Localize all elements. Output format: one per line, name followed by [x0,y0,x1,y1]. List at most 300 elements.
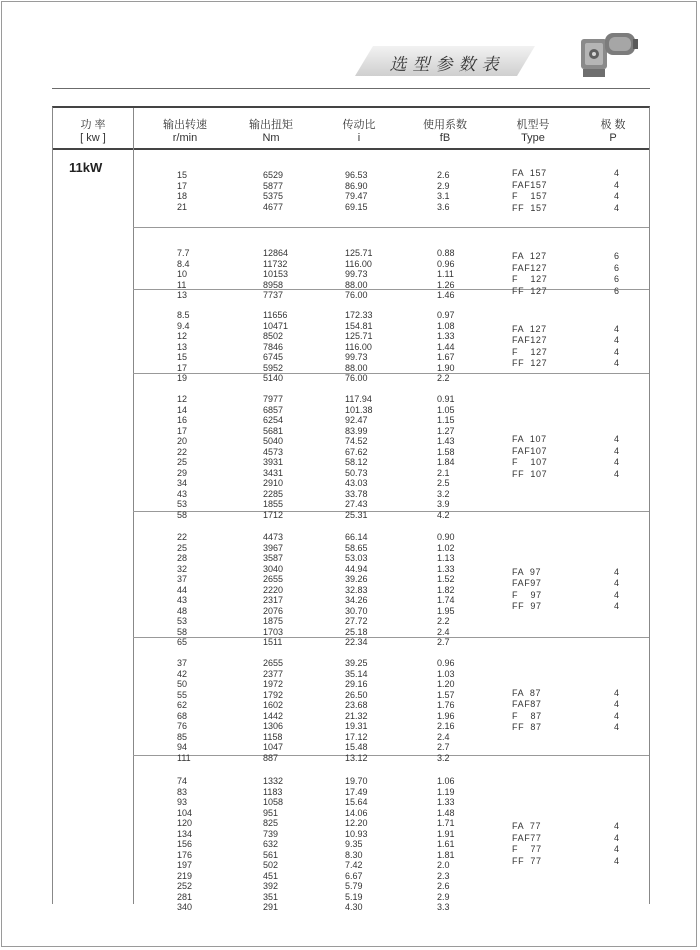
output-speed-cell: 8.4 [177,258,190,269]
output-speed-cell: 9.4 [177,320,190,331]
output-torque-cell: 1332 [263,776,284,786]
output-torque-column [263,658,283,763]
output-speed-cell: 83 [177,786,188,797]
output-torque-cell: 5877 [263,180,284,191]
pole-count: 4 [613,699,619,709]
output-speed-cell: 37 [177,574,188,584]
output-speed-cell: 197 [177,860,193,870]
output-speed-cell: 44 [177,584,188,595]
model-type-list [512,688,542,734]
output-speed-cell: 43 [177,488,188,499]
output-speed-cell: 12 [177,331,188,341]
gear-reducer-icon [575,25,639,81]
ratio-cell: 27.43 [345,499,368,509]
service-factor-cell: 1.81 [437,849,455,860]
model-type: F 87 [512,710,542,721]
pole-count: 4 [613,468,619,479]
output-speed-column [177,394,187,520]
output-torque-cell: 1511 [263,637,283,647]
ratio-cell: 30.70 [345,605,368,616]
service-factor-cell: 1.11 [437,269,454,279]
ratio-cell: 33.78 [345,488,368,499]
model-type: FF 107 [512,468,548,479]
output-speed-cell: 65 [177,637,188,647]
table-group [133,150,649,228]
model-type: FA 157 [512,168,547,178]
output-speed-cell: 50 [177,679,188,689]
ratio-cell: 50.73 [345,467,368,478]
output-speed-column [177,776,192,913]
output-torque-column [263,532,283,648]
table-group [133,638,649,763]
service-factor-cell: 2.7 [437,637,450,647]
service-factor-cell: 1.44 [437,341,455,352]
service-factor-cell: 1.48 [437,807,455,818]
model-type: F 97 [512,589,542,600]
service-factor-column [437,532,455,648]
col-ratio-unit: i [357,132,361,144]
output-speed-cell: 15 [177,352,188,362]
ratio-cell: 69.15 [345,201,368,212]
power-value: 11kW [69,160,103,175]
ratio-cell: 88.00 [345,279,368,290]
ratio-cell: 154.81 [345,320,373,331]
ratio-cell: 39.26 [345,574,368,584]
output-torque-cell: 12864 [263,248,289,258]
pole-count-list [609,168,619,214]
pole-count: 4 [613,566,619,577]
pole-count: 4 [613,168,619,178]
ratio-cell: 66.14 [345,532,368,542]
service-factor-cell: 1.67 [437,352,455,362]
output-torque-cell: 5952 [263,362,284,373]
model-type-list [512,821,542,867]
model-type: FF 127 [512,358,548,369]
output-torque-cell: 1306 [263,721,284,731]
output-torque-cell: 351 [263,891,279,902]
service-factor-cell: 0.91 [437,394,455,404]
output-torque-cell: 8958 [263,279,284,290]
ratio-cell: 19.31 [345,721,368,731]
output-torque-cell: 632 [263,839,279,849]
service-factor-cell: 0.97 [437,310,455,320]
model-type: F 157 [512,191,548,201]
output-torque-cell: 3040 [263,563,284,574]
service-factor-cell: 1.52 [437,574,455,584]
output-speed-cell: 17 [177,425,188,436]
output-speed-cell: 21 [177,201,188,212]
service-factor-cell: 2.3 [437,870,450,881]
output-torque-cell: 1158 [263,731,283,742]
pole-count: 4 [613,855,619,866]
pole-count-list [609,567,619,613]
pole-count: 6 [613,262,619,273]
col-type [493,108,573,148]
service-factor-cell: 0.90 [437,532,455,542]
service-factor-cell: 1.05 [437,404,455,415]
output-torque-cell: 11656 [263,310,288,320]
output-speed-cell: 58 [177,509,188,520]
model-type: FAF127 [512,262,548,273]
pole-count-list [609,688,619,734]
service-factor-column [437,170,450,212]
col-type-unit: Type [521,132,545,144]
ratio-cell: 6.67 [345,870,363,881]
service-factor-cell: 1.26 [437,279,455,290]
col-ratio-label: 传动比 [342,119,376,131]
service-factor-cell: 1.03 [437,668,455,679]
ratio-cell: 27.72 [345,616,368,626]
table-group [133,756,649,912]
output-speed-cell: 219 [177,870,193,881]
service-factor-cell: 0.88 [437,248,455,258]
model-type: FAF107 [512,445,548,456]
service-factor-cell: 1.27 [437,425,455,436]
service-factor-cell: 1.58 [437,446,455,457]
output-torque-cell: 3967 [263,542,284,553]
output-torque-cell: 2076 [263,605,284,616]
col-ratio [319,108,399,148]
output-speed-cell: 58 [177,626,188,637]
pole-count: 4 [613,323,619,334]
col-service-factor [405,108,485,148]
ratio-cell: 17.49 [345,786,368,797]
service-factor-cell: 1.82 [437,584,455,595]
model-type: F 77 [512,844,542,855]
pole-count-list [609,324,619,370]
service-factor-cell: 1.13 [437,553,455,563]
service-factor-cell: 1.84 [437,457,455,467]
output-torque-cell: 10153 [263,269,289,279]
pole-count: 6 [613,251,619,262]
ratio-cell: 8.30 [345,849,363,860]
output-speed-column [177,658,191,763]
model-type: FA 77 [512,821,542,832]
service-factor-cell: 0.96 [437,258,455,269]
service-factor-cell: 3.2 [437,752,450,763]
service-factor-cell: 2.2 [437,373,450,383]
table-group [133,374,649,520]
ratio-cell: 14.06 [345,807,368,818]
output-speed-cell: 55 [177,689,188,700]
output-torque-cell: 2377 [263,668,284,679]
ratio-cell: 23.68 [345,700,368,710]
output-speed-cell: 18 [177,191,188,201]
output-torque-cell: 951 [263,807,279,818]
ratio-cell: 44.94 [345,563,368,574]
output-torque-cell: 3431 [263,467,284,478]
ratio-cell: 99.73 [345,352,368,362]
pole-count: 4 [613,844,619,855]
col-power-label: 功 率 [80,119,106,131]
col-service-factor-label: 使用系数 [423,119,467,131]
col-poles-label: 极 数 [600,119,626,131]
ratio-cell: 10.93 [345,828,368,839]
service-factor-cell: 3.1 [437,191,450,201]
service-factor-cell: 1.74 [437,595,455,605]
service-factor-cell: 1.76 [437,700,455,710]
model-type-list [512,567,542,613]
ratio-cell: 58.12 [345,457,368,467]
service-factor-cell: 2.9 [437,891,450,902]
output-torque-cell: 4473 [263,532,284,542]
output-torque-column [263,776,283,913]
service-factor-cell: 1.15 [437,415,455,425]
pole-count: 6 [613,274,619,285]
output-speed-cell: 76 [177,721,188,731]
output-speed-cell: 32 [177,563,188,574]
pole-count: 4 [613,710,619,721]
ratio-column [345,170,368,212]
output-torque-cell: 451 [263,870,279,881]
output-torque-cell: 1792 [263,689,284,700]
model-type: FA 127 [512,323,547,334]
output-speed-cell: 8.5 [177,310,190,320]
output-speed-cell: 22 [177,446,188,457]
ratio-cell: 25.31 [345,509,368,520]
output-speed-cell: 53 [177,499,188,509]
service-factor-cell: 1.19 [437,786,455,797]
service-factor-cell: 2.1 [437,467,450,478]
model-type: FF 87 [512,722,542,732]
pole-count: 4 [613,445,619,456]
model-type: FF 127 [512,285,548,296]
pole-count: 4 [613,832,619,843]
pole-count: 4 [613,179,619,190]
output-speed-cell: 120 [177,818,193,828]
service-factor-cell: 1.95 [437,605,455,616]
service-factor-cell: 1.43 [437,436,455,446]
output-torque-cell: 7977 [263,394,284,404]
col-type-label: 机型号 [516,119,550,131]
output-torque-cell: 1712 [263,509,284,520]
output-torque-cell: 2655 [263,658,284,668]
model-type: FA 127 [512,251,547,262]
output-torque-cell: 3931 [263,457,284,467]
pole-count: 4 [613,601,619,612]
service-factor-cell: 1.33 [437,563,455,574]
col-speed [145,108,225,148]
ratio-cell: 92.47 [345,415,368,425]
title-underline [52,88,650,89]
service-factor-cell: 1.57 [437,689,455,700]
ratio-cell: 5.19 [345,891,363,902]
output-torque-cell: 5681 [263,425,284,436]
col-poles-unit: P [609,132,617,144]
pole-count-list [609,821,619,867]
model-type: FAF77 [512,832,542,843]
output-torque-cell: 1058 [263,797,284,807]
ratio-cell: 26.50 [345,689,368,700]
service-factor-cell: 2.4 [437,626,450,637]
output-torque-cell: 1602 [263,700,284,710]
model-type: FAF97 [512,578,542,589]
table-group [133,228,649,300]
output-speed-cell: 34 [177,478,188,488]
service-factor-cell: 2.16 [437,721,455,731]
output-torque-cell: 2910 [263,478,284,488]
output-speed-cell: 28 [177,553,188,563]
output-torque-cell: 1183 [263,786,283,797]
ratio-cell: 96.53 [345,170,368,180]
model-type: F 127 [512,274,548,285]
output-torque-cell: 1703 [263,626,284,637]
output-torque-cell: 3587 [263,553,284,563]
output-torque-cell: 6529 [263,170,284,180]
service-factor-cell: 2.6 [437,881,450,891]
selection-table [52,106,650,912]
pole-count: 4 [613,457,619,467]
ratio-cell: 67.62 [345,446,368,457]
ratio-cell: 32.83 [345,584,368,595]
output-torque-cell: 4573 [263,446,284,457]
service-factor-cell: 1.91 [437,828,455,839]
output-torque-cell: 7737 [263,290,284,300]
output-speed-cell: 20 [177,436,188,446]
ratio-cell: 172.33 [345,310,373,320]
ratio-cell: 88.00 [345,362,368,373]
col-poles [573,108,653,148]
ratio-cell: 83.99 [345,425,368,436]
table-header [53,108,649,150]
output-torque-cell: 7846 [263,341,284,352]
service-factor-cell: 1.08 [437,320,455,331]
output-speed-cell: 15 [177,170,188,180]
service-factor-column [437,776,455,913]
service-factor-cell: 2.6 [437,170,450,180]
model-type: FA 87 [512,687,542,698]
col-torque [231,108,311,148]
service-factor-column [437,394,455,520]
output-torque-cell: 6857 [263,404,284,415]
ratio-cell: 86.90 [345,180,368,191]
model-type: FA 97 [512,566,542,577]
service-factor-cell: 2.2 [437,616,450,626]
output-torque-cell: 887 [263,752,279,763]
output-speed-cell: 19 [177,373,188,383]
col-power [53,108,133,148]
col-torque-label: 输出扭矩 [249,119,293,131]
pole-count: 4 [613,335,619,346]
service-factor-cell: 2.9 [437,180,450,191]
ratio-cell: 25.18 [345,626,368,637]
output-speed-column [177,170,187,212]
output-torque-cell: 1442 [263,710,284,721]
ratio-cell: 125.71 [345,331,373,341]
ratio-cell: 15.48 [345,742,368,752]
ratio-cell: 7.42 [345,860,363,870]
service-factor-cell: 2.5 [437,478,450,488]
pole-count: 4 [613,821,619,832]
output-speed-cell: 25 [177,457,188,467]
model-type: F 107 [512,457,548,467]
col-service-factor-unit: fB [439,132,451,144]
ratio-cell: 15.64 [345,797,368,807]
output-torque-cell: 1972 [263,679,284,689]
ratio-cell: 39.25 [345,658,368,668]
output-torque-cell: 739 [263,828,279,839]
ratio-column [345,658,368,763]
model-type: F 127 [512,346,548,357]
output-speed-cell: 29 [177,467,188,478]
ratio-cell: 22.34 [345,637,368,647]
ratio-cell: 34.26 [345,595,368,605]
pole-count: 4 [613,434,619,444]
ratio-column [345,394,373,520]
output-torque-cell: 2285 [263,488,284,499]
ratio-cell: 21.32 [345,710,368,721]
service-factor-cell: 4.2 [437,509,450,520]
model-type: FF 77 [512,855,542,866]
page-title: 选型参数表 [389,55,505,75]
output-torque-cell: 2220 [263,584,284,595]
output-torque-cell: 1875 [263,616,284,626]
ratio-column [345,310,373,384]
output-speed-cell: 111 [177,752,191,763]
output-torque-cell: 561 [263,849,279,860]
output-speed-cell: 22 [177,532,188,542]
output-speed-cell: 340 [177,902,193,912]
output-speed-cell: 281 [177,891,193,902]
output-speed-cell: 68 [177,710,188,721]
output-torque-cell: 502 [263,860,279,870]
output-speed-cell: 14 [177,404,188,415]
output-speed-cell: 16 [177,415,188,425]
output-speed-cell: 94 [177,742,188,752]
output-speed-cell: 252 [177,881,193,891]
ratio-cell: 5.79 [345,881,363,891]
output-torque-cell: 8502 [263,331,284,341]
output-speed-cell: 48 [177,605,188,616]
output-speed-cell: 85 [177,731,188,742]
output-torque-cell: 825 [263,818,279,828]
ratio-cell: 53.03 [345,553,368,563]
output-torque-cell: 6254 [263,415,284,425]
output-speed-cell: 156 [177,839,193,849]
model-type-list [512,324,547,370]
output-speed-cell: 104 [177,807,193,818]
ratio-column [345,532,368,648]
output-torque-cell: 2655 [263,574,284,584]
service-factor-cell: 0.96 [437,658,455,668]
service-factor-column [437,310,455,384]
service-factor-cell: 1.46 [437,290,455,300]
pole-count: 4 [613,202,619,213]
pole-count: 4 [613,191,619,201]
table-group [133,290,649,383]
output-speed-cell: 17 [177,362,188,373]
ratio-cell: 13.12 [345,752,368,763]
output-speed-cell: 7.7 [177,248,190,258]
col-power-unit: [ kw ] [80,132,106,144]
ratio-cell: 117.94 [345,394,372,404]
model-type: FAF87 [512,699,542,709]
output-speed-cell: 62 [177,700,188,710]
output-torque-cell: 4677 [263,201,284,212]
pole-count: 4 [613,358,619,369]
output-speed-cell: 42 [177,668,188,679]
output-speed-cell: 25 [177,542,188,553]
output-torque-cell: 392 [263,881,279,891]
col-torque-unit: Nm [262,132,280,144]
output-speed-column [177,310,190,384]
model-type: FA 107 [512,434,547,444]
ratio-cell: 76.00 [345,290,368,300]
model-type: FF 97 [512,601,542,612]
output-torque-cell: 1047 [263,742,284,752]
service-factor-cell: 1.33 [437,797,455,807]
service-factor-cell: 1.90 [437,362,455,373]
